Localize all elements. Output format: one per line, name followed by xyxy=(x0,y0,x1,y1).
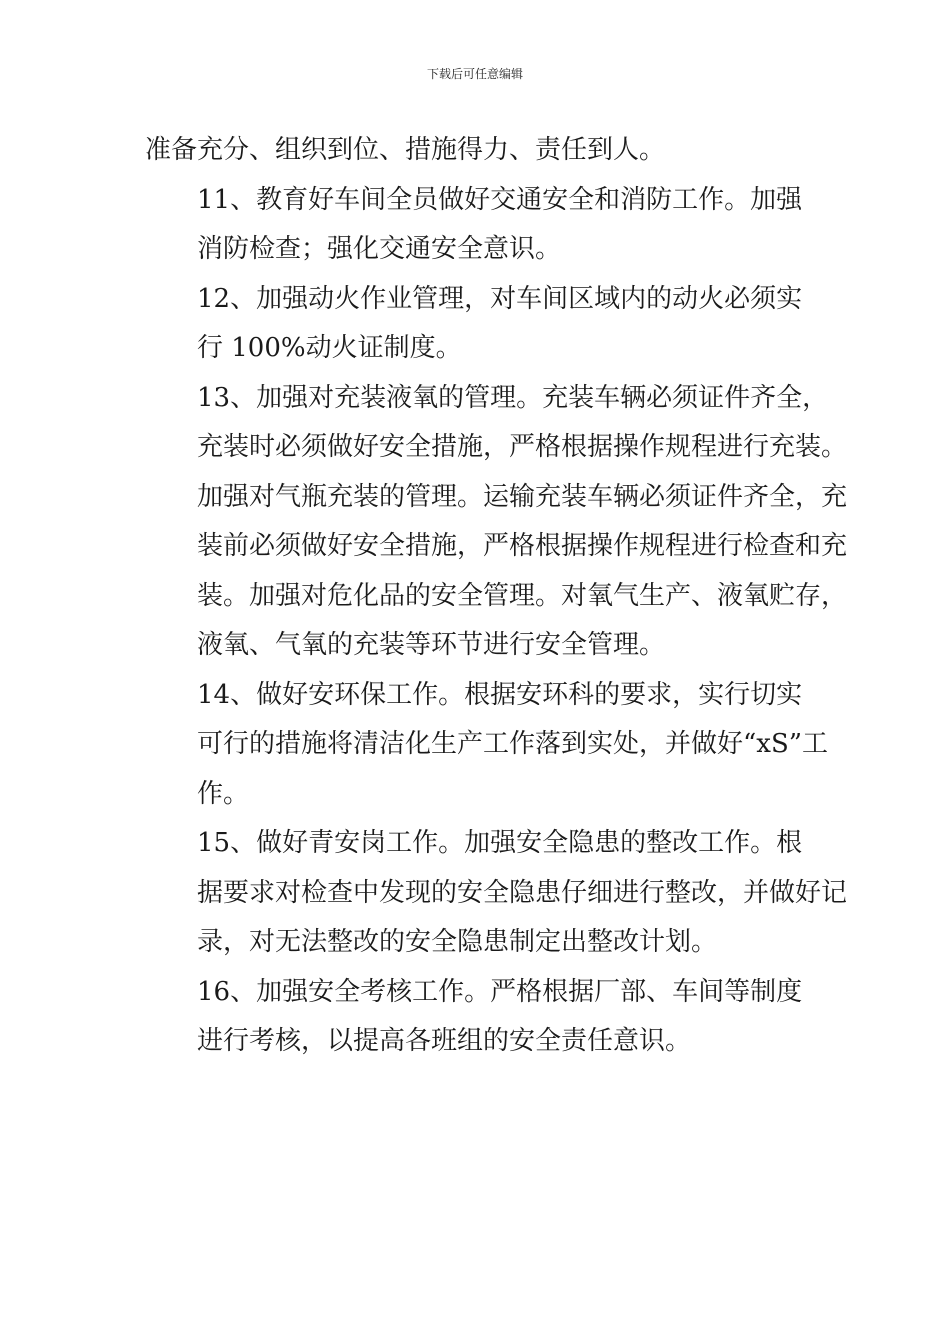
text-line: 作。 xyxy=(197,778,250,809)
text-line: 液氧、气氧的充装等环节进行安全管理。 xyxy=(197,630,666,660)
paragraph-item-13 xyxy=(145,374,848,671)
text-line: 12、加强动火作业管理，对车间区域内的动火必须实 xyxy=(197,283,803,314)
text-line: 消防检查；强化交通安全意识。 xyxy=(197,234,562,264)
text-line: 装前必须做好安全措施，严格根据操作规程进行检查和充 xyxy=(197,531,848,561)
paragraph-item-11 xyxy=(145,176,813,275)
text-line: 进行考核，以提高各班组的安全责任意识。 xyxy=(197,1026,692,1056)
text-line: 加强对气瓶充装的管理。运输充装车辆必须证件齐全，充 xyxy=(197,481,848,512)
text-line: 据要求对检查中发现的安全隐患仔细进行整改，并做好记 xyxy=(197,877,848,908)
paragraph-item-14 xyxy=(145,671,829,820)
paragraph-item-16 xyxy=(145,968,813,1067)
text-line: 11、教育好车间全员做好交通安全和消防工作。加强 xyxy=(197,184,803,215)
text-line: 16、加强安全考核工作。严格根据厂部、车间等制度 xyxy=(197,976,803,1007)
text-line: 准备充分、组织到位、措施得力、责任到人。 xyxy=(145,135,666,165)
text-line: 可行的措施将清洁化生产工作落到实处，并做好“xS”工 xyxy=(197,729,829,759)
text-line: 行 100%动火证制度。 xyxy=(197,333,462,363)
text-line: 13、加强对充装液氧的管理。充装车辆必须证件齐全， xyxy=(197,382,829,413)
paragraph-item-15 xyxy=(145,819,848,968)
text-line: 15、做好青安岗工作。加强安全隐患的整改工作。根 xyxy=(197,828,803,858)
text-line: 装。加强对危化品的安全管理。对氧气生产、液氧贮存， xyxy=(197,580,848,611)
text-line: 充装时必须做好安全措施，严格根据操作规程进行充装。 xyxy=(197,432,848,462)
page-header: 下载后可任意编辑 xyxy=(426,67,523,81)
document-body xyxy=(145,126,848,1067)
text-line: 14、做好安环保工作。根据安环科的要求，实行切实 xyxy=(197,679,803,710)
text-line: 录，对无法整改的安全隐患制定出整改计划。 xyxy=(197,927,718,957)
paragraph-intro-continuation xyxy=(145,126,813,176)
paragraph-item-12 xyxy=(145,275,813,374)
